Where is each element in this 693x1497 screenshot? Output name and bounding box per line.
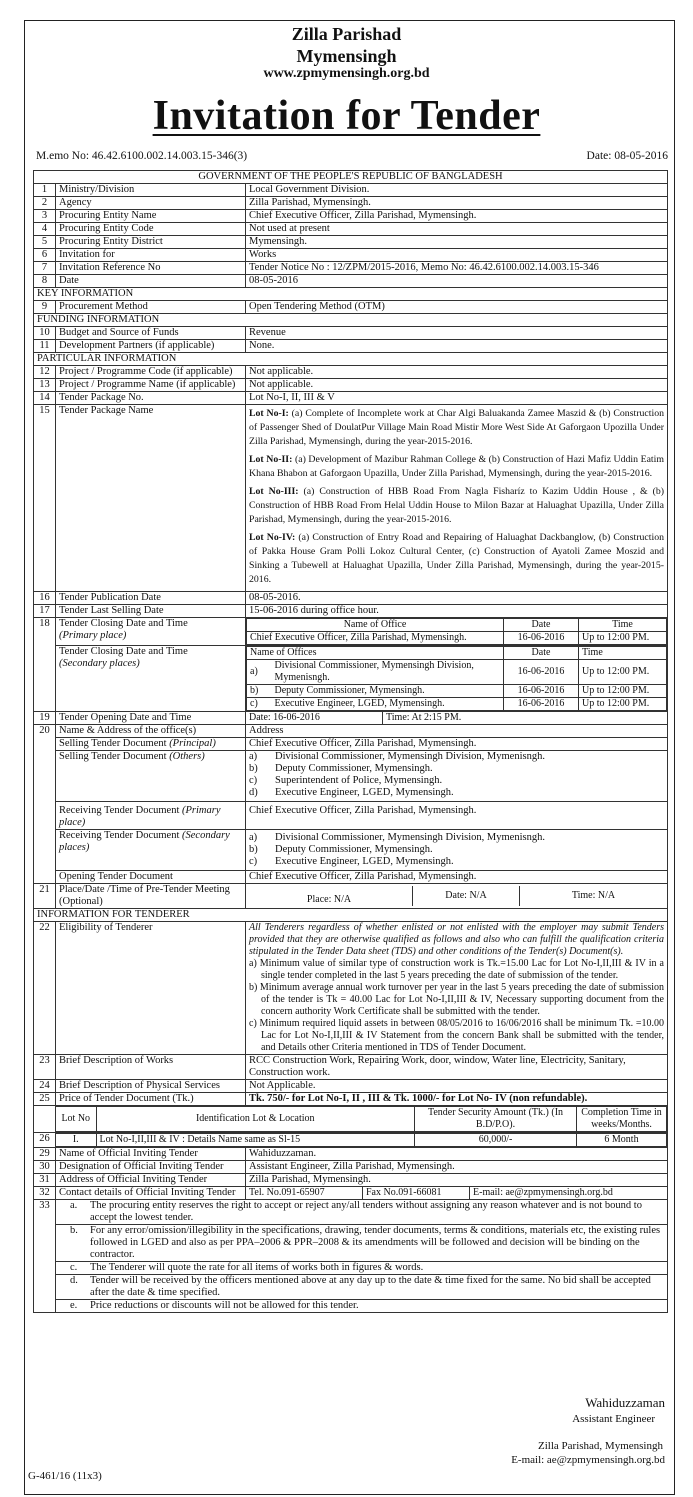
office-date: 16-06-2016 xyxy=(504,660,579,685)
condition-text: The Tenderer will quote the rate for all items of works both in figures & words. xyxy=(90,1262,424,1273)
lot-descriptions xyxy=(246,405,668,592)
table-row xyxy=(34,197,668,210)
row-number: 23 xyxy=(34,1055,56,1080)
table-row xyxy=(34,802,668,830)
closing-secondary-label: Tender Closing Date and Time xyxy=(59,646,188,657)
signer-email: E-mail: ae@zpmymensingh.org.bd xyxy=(511,1454,665,1466)
opening-time: Time: At 2:15 PM. xyxy=(386,712,462,723)
list-item: c) Minimum required liquid assets in between 08/05/2016 to 16/06/2016 shall be minimum Tk. =10.00 Lac for Lot No-I,II,III & IV Statement from the concern Bank shall be submitted with the tender, and Details other Criteria mentioned in TDS of Tender Document. xyxy=(249,1018,664,1053)
item-key: d) xyxy=(249,787,258,798)
inner-row xyxy=(246,1187,667,1199)
receiving-secondary-label xyxy=(56,830,246,871)
meeting-place: Place: N/A xyxy=(246,886,413,906)
contact-email: E-mail: ae@zpmymensingh.org.bd xyxy=(470,1187,668,1199)
item-key: a) xyxy=(249,832,258,843)
row-label: Name & Address of the office(s) xyxy=(56,725,246,738)
org-website: www.zpmymensingh.org.bd xyxy=(263,66,430,81)
row-label: Ministry/Division xyxy=(56,184,246,197)
item-key: b) xyxy=(249,763,258,774)
col-head-ident: Identification Lot & Location xyxy=(96,1107,415,1132)
row-number: 16 xyxy=(34,592,56,605)
row-label: Tender Opening Date and Time xyxy=(56,712,246,725)
row-value: Not applicable. xyxy=(246,379,668,392)
table-row xyxy=(34,605,668,618)
row-value: Lot No-I, II, III & V xyxy=(246,392,668,405)
office-date: 16-06-2016 xyxy=(504,698,579,711)
meeting-time: Time: N/A xyxy=(571,890,616,901)
list-item xyxy=(249,775,664,787)
row-label: Brief Description of Physical Services xyxy=(56,1080,246,1093)
lot-heading: Lot No-I: xyxy=(249,408,289,419)
section-key-information: KEY INFORMATION xyxy=(34,288,668,301)
condition-text: The procuring entity reserves the right to accept or reject any/all tenders without assigning any reason whatever and is not bound to accept the lowest tender. xyxy=(90,1200,642,1223)
lot-completion: 6 Month xyxy=(577,1134,667,1147)
row-value: Open Tendering Method (OTM) xyxy=(246,301,668,314)
item-value: Executive Engineer, LGED, Mymensingh. xyxy=(275,787,454,798)
row-number: 14 xyxy=(34,392,56,405)
closing-primary-label: Tender Closing Date and Time xyxy=(59,618,188,629)
condition-key: c. xyxy=(70,1262,78,1273)
row-label: Procuring Entity Name xyxy=(56,210,246,223)
receiving-primary-value: Chief Executive Officer, Zilla Parishad, Mymensingh. xyxy=(246,802,668,830)
row-value: Address xyxy=(246,725,668,738)
gov-heading: GOVERNMENT OF THE PEOPLE'S REPUBLIC OF BANGLADESH xyxy=(34,171,668,184)
item-value: Executive Engineer, LGED, Mymensingh. xyxy=(275,856,454,867)
row-label: Development Partners (if applicable) xyxy=(56,340,246,353)
contact-tel: Tel. No.091-65907 xyxy=(249,1187,325,1198)
selling-others-list xyxy=(246,751,668,802)
col-head-time: Time xyxy=(579,619,667,632)
inner-row xyxy=(56,1134,667,1147)
condition-text: Tender will be received by the officers mentioned above at any day up to the date & time fixed for the same. No bid shall be accepted after the date & time specified. xyxy=(90,1275,651,1298)
table-row xyxy=(34,646,668,712)
row-label: Tender Publication Date xyxy=(56,592,246,605)
condition-wrap xyxy=(70,1262,664,1274)
list-item xyxy=(249,832,664,844)
signer-name: Wahiduzzaman xyxy=(585,1395,665,1410)
table-row xyxy=(34,738,668,751)
opening-cell xyxy=(246,712,668,725)
lot-row-table xyxy=(56,1133,667,1147)
col-head-completion: Completion Time in weeks/Months. xyxy=(577,1107,667,1132)
col-head-office: Name of Office xyxy=(247,619,504,632)
list-item: a) Minimum value of similar type of construction work is Tk.=15.00 Lac for Lot No-I,II,III & IV in a single tender completed in the last 5 years preceding the date of submission of the tender. xyxy=(249,958,664,981)
table-row xyxy=(34,405,668,592)
row-value: Not used at present xyxy=(246,223,668,236)
row-number: 31 xyxy=(34,1174,56,1187)
row-value: Local Government Division. xyxy=(246,184,668,197)
inner-head-row xyxy=(247,647,667,660)
table-row xyxy=(34,751,668,802)
table-row xyxy=(34,1055,668,1080)
row-number: 19 xyxy=(34,712,56,725)
office-name: Chief Executive Officer, Zilla Parishad, Mymensingh. xyxy=(247,632,504,645)
label-italic: (Secondary places) xyxy=(59,830,230,853)
list-item xyxy=(249,844,664,856)
selling-principal-value: Chief Executive Officer, Zilla Parishad, Mymensingh. xyxy=(246,738,668,751)
lot-heading: Lot No-III: xyxy=(249,486,299,497)
row-number: 4 xyxy=(34,223,56,236)
row-label: Tender Package No. xyxy=(56,392,246,405)
receiving-secondary-list xyxy=(246,830,668,871)
row-label: Tender Last Selling Date xyxy=(56,605,246,618)
row-label: Procurement Method xyxy=(56,301,246,314)
label-italic: (Others) xyxy=(169,751,205,762)
item-key: c) xyxy=(249,775,258,786)
row-number: 13 xyxy=(34,379,56,392)
row-number: 18 xyxy=(34,618,56,712)
row-label: Designation of Official Inviting Tender xyxy=(56,1161,246,1174)
list-item xyxy=(249,763,664,775)
table-row xyxy=(34,1225,668,1262)
row-label: Budget and Source of Funds xyxy=(56,327,246,340)
col-head-date: Date xyxy=(504,647,579,660)
pre-tender-cell xyxy=(246,884,668,909)
label-italic: (Primary place) xyxy=(59,805,221,828)
row-value: 15-06-2016 during office hour. xyxy=(246,605,668,618)
table-row xyxy=(34,223,668,236)
label-text: Selling Tender Document xyxy=(59,738,170,749)
lot-security: 60,000/- xyxy=(415,1134,577,1147)
office-time: Up to 12:00 PM. xyxy=(579,685,667,698)
row-label: Tender Package Name xyxy=(56,405,246,592)
list-item: b) Minimum average annual work turnover per year in the last 5 years preceding the date of submission of the tender is Tk = 40.00 Lac for Lot No-I,II,III & IV, Necessary supporting document from the concern authority Work Certificate shall be submitted with the tender. xyxy=(249,982,664,1017)
condition-key: b. xyxy=(70,1225,78,1236)
row-value: Zilla Parishad, Mymensingh. xyxy=(246,197,668,210)
signer-office: Zilla Parishad, Mymensingh xyxy=(538,1440,663,1452)
contact-cell xyxy=(246,1187,668,1200)
table-row xyxy=(34,1275,668,1300)
condition-wrap xyxy=(70,1225,664,1261)
row-label: Name of Official Inviting Tender xyxy=(56,1148,246,1161)
inner-head-row xyxy=(247,619,667,632)
list-item xyxy=(249,787,664,799)
table-row xyxy=(34,366,668,379)
footer-code: G-461/16 (11x3) xyxy=(28,1470,102,1482)
row-value: Chief Executive Officer, Zilla Parishad, Mymensingh. xyxy=(246,210,668,223)
item-key: c) xyxy=(249,856,258,867)
row-value: Assistant Engineer, Zilla Parishad, Mymensingh. xyxy=(246,1161,668,1174)
row-label: Invitation for xyxy=(56,249,246,262)
col-head-date: Date xyxy=(504,619,579,632)
lot-table xyxy=(56,1106,667,1132)
label-text: Receiving Tender Document xyxy=(59,805,182,816)
selling-others-label xyxy=(56,751,246,802)
office-date: 16-06-2016 xyxy=(504,685,579,698)
item-value: Deputy Commissioner, Mymensingh. xyxy=(275,763,433,774)
row-number: 29 xyxy=(34,1148,56,1161)
pre-tender-table xyxy=(246,886,667,906)
row-value: Not Applicable. xyxy=(246,1080,668,1093)
row-value: 08-05-2016. xyxy=(246,592,668,605)
row-label: Date xyxy=(56,275,246,288)
closing-secondary-table xyxy=(246,646,667,711)
row-number: 32 xyxy=(34,1187,56,1200)
table-row xyxy=(34,392,668,405)
label-text: Selling Tender Document xyxy=(59,751,170,762)
row-label: Contact details of Official Inviting Tender xyxy=(56,1187,246,1200)
table-row xyxy=(34,184,668,197)
item-key: a) xyxy=(249,751,258,762)
condition-key: e. xyxy=(70,1300,78,1311)
row-number: 22 xyxy=(34,922,56,1055)
row-number: 25 xyxy=(34,1093,56,1106)
office-time: Up to 12:00 PM. xyxy=(579,698,667,711)
row-value: RCC Construction Work, Repairing Work, door, window, Water line, Electricity, Sanitary, Construction work. xyxy=(246,1055,668,1080)
condition-key: a. xyxy=(70,1200,78,1211)
item-key: b) xyxy=(247,685,265,698)
row-label: Invitation Reference No xyxy=(56,262,246,275)
row-number: 30 xyxy=(34,1161,56,1174)
table-row xyxy=(34,618,668,646)
memo-number: M.emo No: 46.42.6100.002.14.003.15-346(3) xyxy=(36,150,248,162)
eligibility-intro: All Tenderers regardless of whether enlisted or not enlisted with the employer may submit Tenders provided that they are otherwise qualified as follows and also who can fulfill the qualification criteria stipulated in the Tender Data sheet (TDS) and other conditions of the Tender(s) Document(s). xyxy=(249,922,664,957)
inner-row xyxy=(246,886,667,906)
row-value: Wahiduzzaman. xyxy=(246,1148,668,1161)
condition-item xyxy=(56,1262,668,1275)
lot-description xyxy=(249,407,664,449)
item-value: Divisional Commissioner, Mymensingh Division, Mymenisngh. xyxy=(275,751,545,762)
lot-number: I. xyxy=(56,1134,96,1147)
row-value: None. xyxy=(246,340,668,353)
inner-row xyxy=(246,712,667,724)
signer-designation: Assistant Engineer xyxy=(572,1413,655,1425)
lot-text: (a) Development of Mazibur Rahman College & (b) Construction of Hazi Mafiz Uddin Eatim Khana Bhabon at Gaforgaon Upazilla, Under Zilla Parishad, Mymensingh, during the year-2015-2016. xyxy=(249,454,664,479)
table-row xyxy=(34,725,668,738)
col-head-lot: Lot No xyxy=(56,1107,96,1132)
table-row xyxy=(34,379,668,392)
closing-primary-cell xyxy=(246,618,668,646)
row-number: 2 xyxy=(34,197,56,210)
row-label xyxy=(56,618,246,646)
section-row xyxy=(34,288,668,301)
table-row xyxy=(34,592,668,605)
table-row xyxy=(34,1174,668,1187)
lot-text: (a) Construction of Entry Road and Repairing of Haluaghat Dackbanglow, (b) Construction of Pakka House Gram Polli Lokoz Cultural Center, (c) Construction of Ayatoli Zamee Moszid and Sinking a Tubewell at Haluaghat Upazilla, Under Zilla Parishad, Mymensingh, during the year-2015-2016. xyxy=(249,532,664,585)
row-number: 3 xyxy=(34,210,56,223)
row-value: Works xyxy=(246,249,668,262)
meeting-date: Date: N/A xyxy=(413,886,520,906)
eligibility-text xyxy=(246,922,668,1055)
row-number: 24 xyxy=(34,1080,56,1093)
table-row xyxy=(34,1200,668,1225)
inner-head-row xyxy=(56,1107,667,1132)
section-row xyxy=(34,353,668,366)
row-value: Zilla Parishad, Mymensingh. xyxy=(246,1174,668,1187)
row-number: 9 xyxy=(34,301,56,314)
section-row xyxy=(34,909,668,922)
row-number: 17 xyxy=(34,605,56,618)
section-row xyxy=(34,314,668,327)
table-row xyxy=(34,922,668,1055)
row-number: 26 xyxy=(34,1133,56,1148)
row-label: Price of Tender Document (Tk.) xyxy=(56,1093,246,1106)
opening-table xyxy=(246,712,667,724)
item-key: c) xyxy=(247,698,265,711)
row-number: 11 xyxy=(34,340,56,353)
inner-row xyxy=(247,660,667,685)
office-time: Up to 12:00 PM. xyxy=(579,632,667,645)
table-row xyxy=(34,275,668,288)
item-value: Superintendent of Police, Mymensingh. xyxy=(275,775,443,786)
list-item xyxy=(249,856,664,868)
lot-heading: Lot No-II: xyxy=(249,454,293,465)
row-label: Agency xyxy=(56,197,246,210)
table-row xyxy=(34,210,668,223)
col-head-security: Tender Security Amount (Tk.) (In B.D/P.O). xyxy=(415,1107,577,1132)
lot-text: (a) Complete of Incomplete work at Char Algi Baluakanda Zamee Maszid & (b) Construction of Passenger Shed of DoulatPur Village Main Road Mistir More West Side At Gaforgaon Upozilla Under Zilla Parishad, Mymensingh, during the year-2015-2016. xyxy=(249,408,664,447)
table-row xyxy=(34,1187,668,1200)
row-number: 33 xyxy=(34,1200,56,1313)
section-funding-information: FUNDING INFORMATION xyxy=(34,314,668,327)
row-label xyxy=(56,646,246,712)
table-row xyxy=(34,301,668,314)
row-label: Project / Programme Code (if applicable) xyxy=(56,366,246,379)
opening-doc-value: Chief Executive Officer, Zilla Parishad, Mymensingh. xyxy=(246,871,668,884)
row-value: Revenue xyxy=(246,327,668,340)
closing-primary-sub: (Primary place) xyxy=(59,630,127,641)
section-information-for-tenderer: INFORMATION FOR TENDERER xyxy=(34,909,668,922)
table-row xyxy=(34,1093,668,1106)
opening-doc-label: Opening Tender Document xyxy=(56,871,246,884)
selling-principal-label xyxy=(56,738,246,751)
col-head-time: Time xyxy=(579,647,667,660)
condition-item xyxy=(56,1200,668,1225)
lot-description xyxy=(249,453,664,481)
lot-description xyxy=(249,485,664,527)
table-row xyxy=(34,712,668,725)
table-row xyxy=(34,1161,668,1174)
row-value: Mymensingh. xyxy=(246,236,668,249)
row-number: 10 xyxy=(34,327,56,340)
office-name: Executive Engineer, LGED, Mymensingh. xyxy=(265,698,504,711)
row-number: 15 xyxy=(34,405,56,592)
row-value: 08-05-2016 xyxy=(246,275,668,288)
label-italic: (Principal) xyxy=(169,738,216,749)
condition-item xyxy=(56,1225,668,1262)
table-row xyxy=(34,1262,668,1275)
office-time: Up to 12:00 PM. xyxy=(579,660,667,685)
eligibility-list xyxy=(249,958,664,1054)
receiving-primary-label xyxy=(56,802,246,830)
inner-row xyxy=(247,632,667,645)
inner-row xyxy=(247,698,667,711)
table-row xyxy=(34,340,668,353)
lot-text: (a) Construction of HBB Road From Nagla Fisharíz to Kazim Uddin House , & (b) Construction of HBB Road From Helal Uddin House to Milon Bazar at Haluaghat Upazilla, Under Zilla Parishad, Mymensingh, during the year-2015-2016. xyxy=(249,486,664,525)
office-name: Divisional Commissioner, Mymensingh Division, Mymenisngh. xyxy=(265,660,504,685)
condition-text: For any error/omission/illegibility in the specifications, drawing, tender documents, terms & conditions, materials etc, the existing rules followed in LGED and also as per PPA–2006 & PPR–2008 & its amendments will be followed and decision will be binding on the contractor. xyxy=(90,1225,661,1260)
condition-wrap xyxy=(70,1275,664,1299)
table-row xyxy=(34,830,668,871)
tender-table xyxy=(33,170,668,1313)
row-value: Tender Notice No : 12/ZPM/2015-2016, Memo No: 46.42.6100.002.14.003.15-346 xyxy=(246,262,668,275)
row-number: 12 xyxy=(34,366,56,379)
inner-row xyxy=(247,685,667,698)
row-number: 20 xyxy=(34,725,56,884)
table-row xyxy=(34,1148,668,1161)
closing-primary-table xyxy=(246,618,667,645)
table-row xyxy=(34,236,668,249)
row-label: Place/Date /Time of Pre-Tender Meeting (Optional) xyxy=(56,884,246,909)
item-value: Deputy Commissioner, Mymensingh. xyxy=(275,844,433,855)
condition-wrap xyxy=(70,1200,664,1224)
table-row xyxy=(34,871,668,884)
row-number: 1 xyxy=(34,184,56,197)
table-row xyxy=(34,327,668,340)
item-key: b) xyxy=(249,844,258,855)
closing-secondary-sub: (Secondary places) xyxy=(59,658,140,669)
lot-heading: Lot No-IV: xyxy=(249,532,296,543)
item-key: a) xyxy=(247,660,265,685)
condition-item xyxy=(56,1300,668,1313)
row-label: Eligibility of Tenderer xyxy=(56,922,246,1055)
lot-head-row xyxy=(34,1106,668,1133)
opening-date: Date: 16-06-2016 xyxy=(246,712,383,724)
office-date: 16-06-2016 xyxy=(504,632,579,645)
row-label: Procuring Entity District xyxy=(56,236,246,249)
org-place: Mymensingh xyxy=(296,46,397,66)
table-row xyxy=(34,1300,668,1313)
condition-text: Price reductions or discounts will not be allowed for this tender. xyxy=(90,1300,359,1311)
row-number: 6 xyxy=(34,249,56,262)
row-label: Brief Description of Works xyxy=(56,1055,246,1080)
list-item xyxy=(249,751,664,763)
table-row xyxy=(34,249,668,262)
page-title: Invitation for Tender xyxy=(152,93,541,139)
lot-identification: Lot No-I,II,III & IV : Details Name same as Sl-15 xyxy=(96,1134,415,1147)
condition-wrap xyxy=(70,1300,664,1312)
col-head-offices: Name of Offices xyxy=(247,647,504,660)
section-particular-information: PARTICULAR INFORMATION xyxy=(34,353,668,366)
row-label: Procuring Entity Code xyxy=(56,223,246,236)
org-name: Zilla Parishad xyxy=(291,24,402,44)
contact-table xyxy=(246,1187,667,1199)
contact-fax: Fax No.091-66081 xyxy=(363,1187,470,1199)
closing-secondary-cell xyxy=(246,646,668,712)
row-number: 8 xyxy=(34,275,56,288)
condition-key: d. xyxy=(70,1275,78,1286)
label-text: Receiving Tender Document xyxy=(59,830,182,841)
row-label: Project / Programme Name (if applicable) xyxy=(56,379,246,392)
table-row xyxy=(34,1080,668,1093)
notice-date: Date: 08-05-2016 xyxy=(586,150,668,162)
row-label: Address of Official Inviting Tender xyxy=(56,1174,246,1187)
row-number: 7 xyxy=(34,262,56,275)
table-row xyxy=(34,262,668,275)
table-row xyxy=(34,1133,668,1148)
item-value: Divisional Commissioner, Mymensingh Division, Mymenisngh. xyxy=(275,832,545,843)
lot-description xyxy=(249,531,664,587)
row-number: 21 xyxy=(34,884,56,909)
row-number: 5 xyxy=(34,236,56,249)
table-row xyxy=(34,884,668,909)
condition-item xyxy=(56,1275,668,1300)
row-value: Not applicable. xyxy=(246,366,668,379)
office-name: Deputy Commissioner, Mymensingh. xyxy=(265,685,504,698)
row-value: Tk. 750/- for Lot No-I, II , III & Tk. 1000/- for Lot No- IV (non refundable). xyxy=(246,1093,668,1106)
